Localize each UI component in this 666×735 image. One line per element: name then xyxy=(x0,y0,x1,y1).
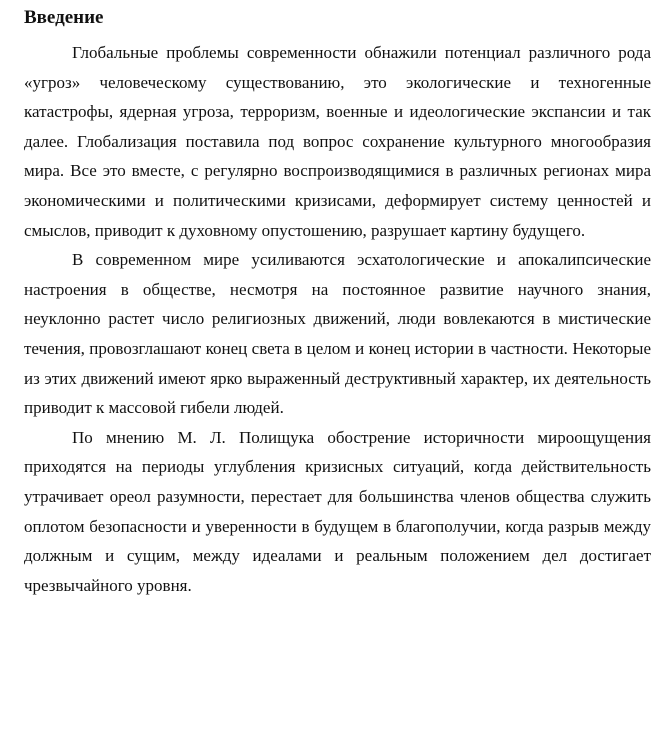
paragraph-1: Глобальные проблемы современности обнажили потенциал различного рода «угроз» человеческому существованию, это экологические и техногенные катастрофы, ядерная угроза, терроризм, военные и идеологические экспансии и так далее. Глобализация поставила под вопрос сохранение культурного многообразия мира. Все это вместе, с регулярно воспроизводящимися в различных регионах мира экономическими и политическими кризисами, деформирует систему ценностей и смыслов, приводит к духовному опустошению, разрушает картину будущего. xyxy=(24,43,651,240)
paragraph-3: По мнению М. Л. Полищука обострение историчности мироощущения приходятся на периоды углубления кризисных ситуаций, когда действительность утрачивает ореол разумности, перестает для большинства членов общества служить оплотом безопасности и уверенности в будущем в благополучии, когда разрыв между должным и сущим, между идеалами и реальным положением дел достигает чрезвычайного уровня. xyxy=(24,427,651,595)
section-heading: Введение xyxy=(24,7,104,28)
paragraph-2: В современном мире усиливаются эсхатологические и апокалипсические настроения в обществе, несмотря на постоянное развитие научного знания, неуклонно растет число религиозных движений, люди вовлекаются в мистические течения, провозглашают конец света в целом и конец истории в частности. Некоторые из этих движений имеют ярко выраженный деструктивный характер, их деятельность приводит к массовой гибели людей. xyxy=(24,250,651,418)
document-page xyxy=(24,0,651,600)
